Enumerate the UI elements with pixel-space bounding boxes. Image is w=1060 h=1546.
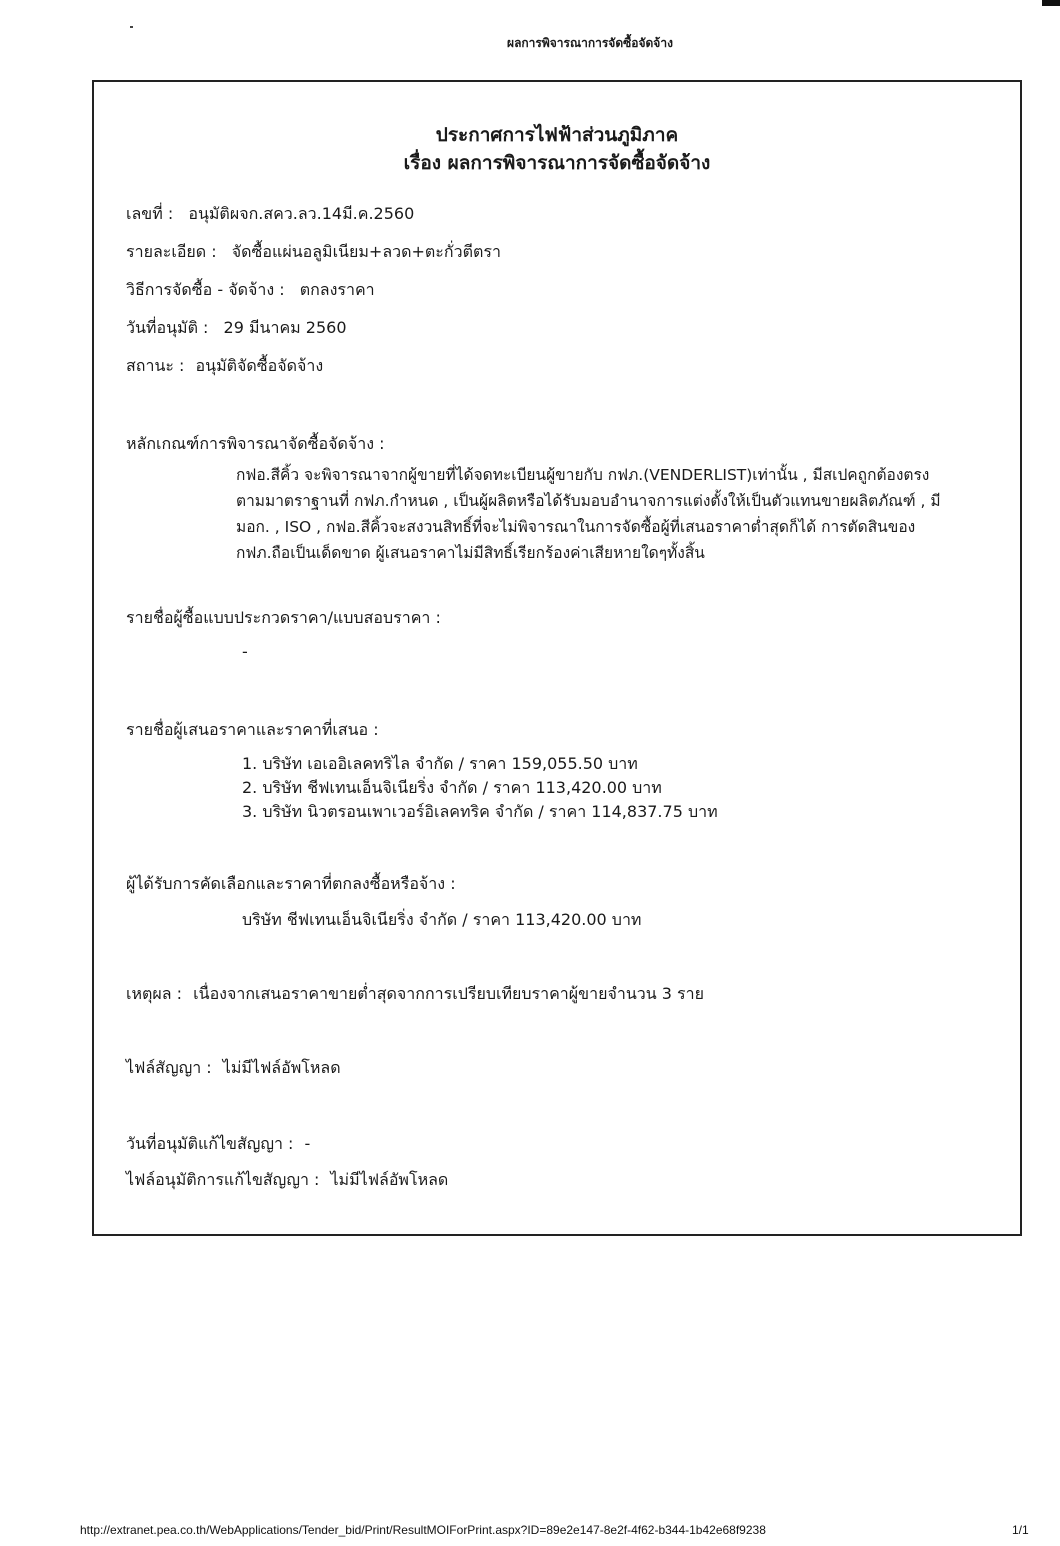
contract-file-value: ไม่มีไฟล์อัพโหลด [222, 1058, 341, 1077]
running-header: ผลการพิจารณาการจัดซื้อจัดจ้าง [507, 36, 673, 50]
criteria-heading [126, 432, 385, 457]
approval-date-row [126, 316, 347, 341]
detail-row [126, 240, 501, 265]
amend-file-label: ไฟล์อนุมัติการแก้ไขสัญญา : [126, 1170, 320, 1189]
announcement-title: ประกาศการไฟฟ้าส่วนภูมิภาค [435, 124, 679, 146]
method-row [126, 278, 375, 303]
detail-value: จัดซื้อแผ่นอลูมิเนียม+ลวด+ตะกั่วตีตรา [231, 242, 501, 261]
amend-date-label: วันที่อนุมัติแก้ไขสัญญา : [126, 1134, 294, 1153]
scan-speck [130, 26, 133, 28]
criteria-line: กฟภ.ถือเป็นเด็ดขาด ผู้เสนอราคาไม่มีสิทธิ์เรียกร้องค่าเสียหายใดๆทั้งสิ้น [236, 544, 705, 562]
selected-heading [126, 872, 456, 897]
reason-label: เหตุผล : [126, 984, 183, 1003]
selected-value: บริษัท ชีฟเทนเอ็นจิเนียริ่ง จำกัด / ราคา 113,420.00 บาท [242, 910, 642, 929]
amend-date-row [126, 1132, 310, 1157]
amend-date-value: - [304, 1134, 311, 1153]
amend-file-row [126, 1168, 448, 1193]
bidders-label: รายชื่อผู้เสนอราคาและราคาที่เสนอ : [126, 720, 379, 739]
reason-value: เนื่องจากเสนอราคาขายต่ำสุดจากการเปรียบเทียบราคาผู้ขายจำนวน 3 ราย [193, 984, 704, 1003]
criteria-label: หลักเกณฑ์การพิจารณาจัดซื้อจัดจ้าง : [126, 434, 385, 453]
buyers-heading [126, 606, 441, 631]
approval-date-label: วันที่อนุมัติ : [126, 318, 209, 337]
number-value: อนุมัติผจก.สคว.ลว.14มี.ค.2560 [188, 204, 415, 223]
method-label: วิธีการจัดซื้อ - จัดจ้าง : [126, 280, 285, 299]
approval-date-value: 29 มีนาคม 2560 [223, 318, 347, 337]
reason-row [126, 982, 704, 1007]
contract-file-label: ไฟล์สัญญา : [126, 1058, 212, 1077]
announcement-frame [92, 80, 1022, 1236]
criteria-line: กฟอ.สีคิ้ว จะพิจารณาจากผู้ขายที่ได้จดทะเบียนผู้ขายกับ กฟภ.(VENDERLIST)เท่านั้น , มีสเปคถูกต้องตรง [236, 466, 930, 484]
status-value: อนุมัติจัดซื้อจัดจ้าง [195, 356, 324, 375]
bidders-heading [126, 718, 379, 743]
print-footer-page-number: 1/1 [1012, 1523, 1029, 1537]
bidder-item: 1. บริษัท เอเออิเลคทริไล จำกัด / ราคา 159,055.50 บาท [242, 754, 638, 773]
method-value: ตกลงราคา [299, 280, 375, 299]
buyers-label: รายชื่อผู้ซื้อแบบประกวดราคา/แบบสอบราคา : [126, 608, 441, 627]
number-label: เลขที่ : [126, 204, 174, 223]
announcement-subject: เรื่อง ผลการพิจารณาการจัดซื้อจัดจ้าง [403, 152, 711, 174]
print-footer-url: http://extranet.pea.co.th/WebApplications/Tender_bid/Print/ResultMOIForPrint.aspx?ID=89e2e147-8e2f-4f62-b344-1b42e68f9238 [80, 1523, 766, 1537]
scan-corner-mark [1042, 0, 1060, 6]
bidder-item: 2. บริษัท ชีฟเทนเอ็นจิเนียริ่ง จำกัด / ราคา 113,420.00 บาท [242, 778, 662, 797]
criteria-line: มอก. , ISO , กฟอ.สีคิ้วจะสงวนสิทธิ์ที่จะไม่พิจารณาในการจัดซื้อผู้ที่เสนอราคาต่ำสุดก็ได้ การตัดสินของ [236, 518, 916, 536]
status-row [126, 354, 323, 379]
detail-label: รายละเอียด : [126, 242, 217, 261]
number-row [126, 202, 414, 227]
criteria-line: ตามมาตราฐานที่ กฟภ.กำหนด , เป็นผู้ผลิตหรือได้รับมอบอำนาจการแต่งตั้งให้เป็นตัวแทนขายผลิตภัณฑ์ , มี [236, 492, 941, 510]
amend-file-value: ไม่มีไฟล์อัพโหลด [330, 1170, 449, 1189]
contract-file-row [126, 1056, 341, 1081]
selected-label: ผู้ได้รับการคัดเลือกและราคาที่ตกลงซื้อหรือจ้าง : [126, 874, 456, 893]
status-label: สถานะ : [126, 356, 185, 375]
buyers-value: - [242, 642, 248, 661]
criteria-text [236, 462, 1016, 566]
bidder-item: 3. บริษัท นิวตรอนเพาเวอร์อิเลคทริค จำกัด / ราคา 114,837.75 บาท [242, 802, 718, 821]
